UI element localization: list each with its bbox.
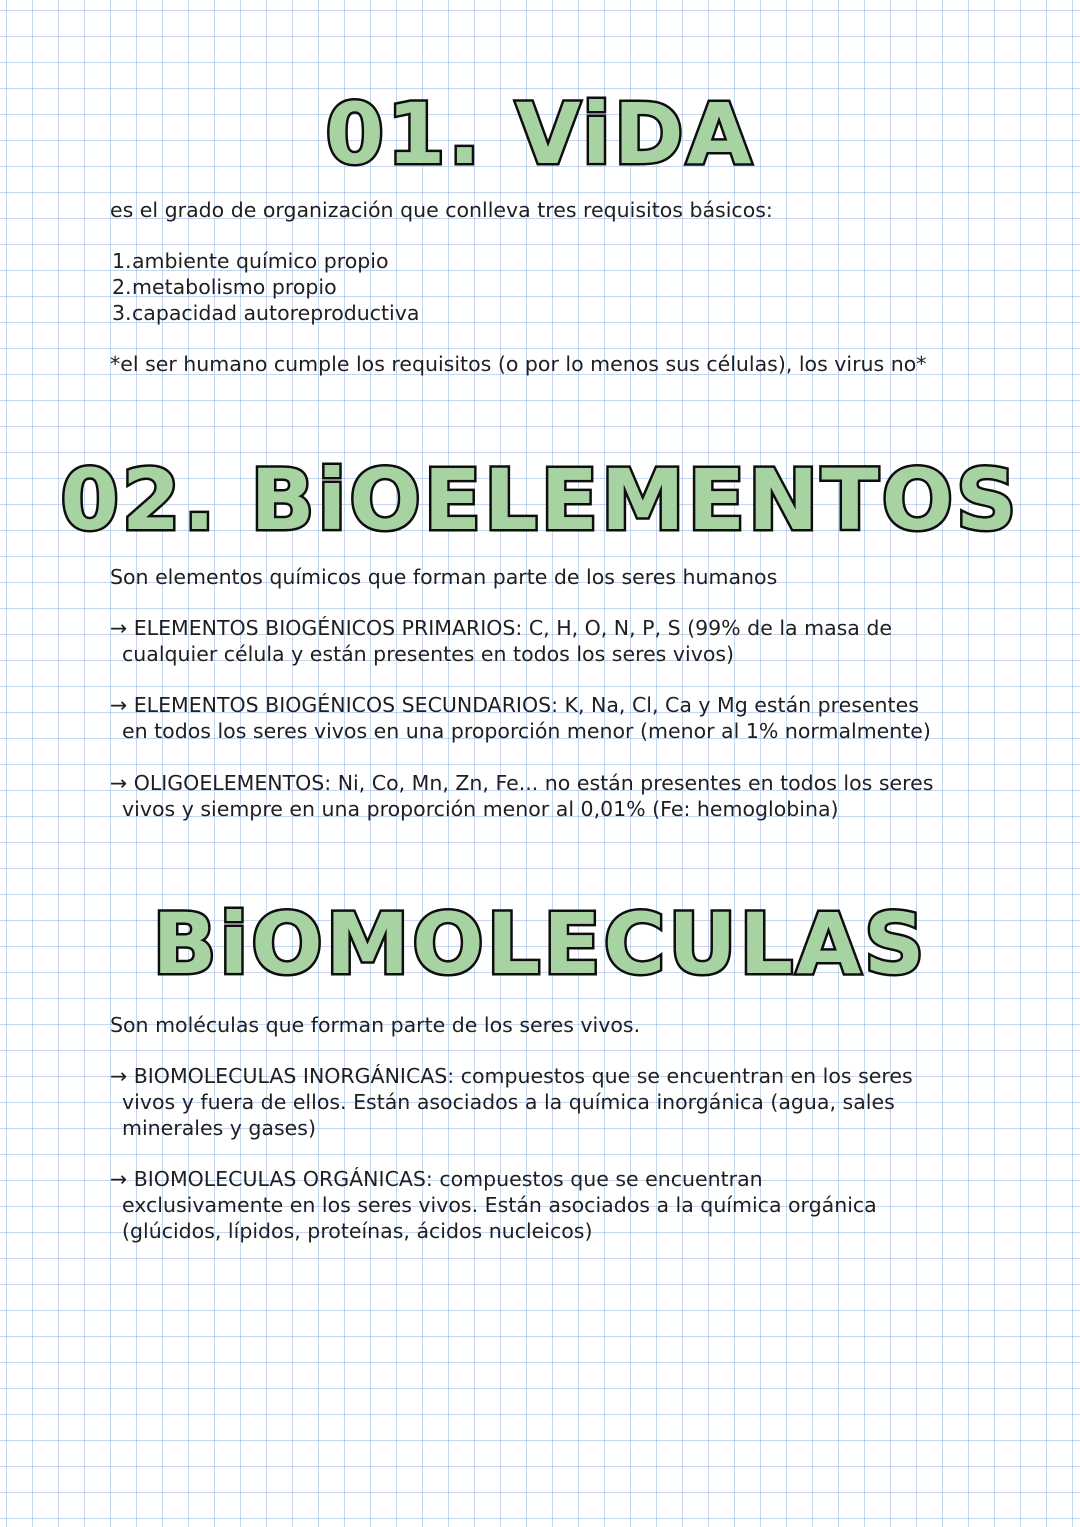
bullet-secundarios [110, 692, 931, 744]
bullet-line: vivos y siempre en una proporción menor al 0,01% (Fe: hemoglobina) [122, 797, 839, 821]
bullet-line: → ELEMENTOS BIOGÉNICOS SECUNDARIOS: K, Na, Cl, Ca y Mg están presentes [110, 693, 919, 717]
bullet-line: → BIOMOLECULAS ORGÁNICAS: compuestos que se encuentran [110, 1167, 763, 1191]
list-number: 3. [112, 301, 132, 325]
bullet-line: cualquier célula y están presentes en todos los seres vivos) [122, 642, 735, 666]
bullet-line: → BIOMOLECULAS INORGÁNICAS: compuestos que se encuentran en los seres [110, 1064, 913, 1088]
list-item-text: ambiente químico propio [132, 249, 389, 273]
list-item-text: capacidad autoreproductiva [132, 301, 420, 325]
section-title-bioelementos: 02. BiOELEMENTOS [60, 451, 1020, 549]
vida-requirements-list [112, 248, 419, 326]
list-item [112, 300, 419, 326]
list-number: 1. [112, 249, 132, 273]
list-item [112, 274, 419, 300]
bullet-line: (glúcidos, lípidos, proteínas, ácidos nucleicos) [122, 1219, 593, 1243]
bullet-line: → OLIGOELEMENTOS: Ni, Co, Mn, Zn, Fe... no están presentes en todos los seres [110, 771, 934, 795]
section-title-biomoleculas: BiOMOLECULAS [152, 895, 928, 993]
section-title-vida: 01. ViDA [325, 85, 755, 183]
list-item-text: metabolismo propio [132, 275, 337, 299]
list-number: 2. [112, 275, 132, 299]
bullet-oligoelementos [110, 770, 933, 822]
bullet-line: → ELEMENTOS BIOGÉNICOS PRIMARIOS: C, H, O, N, P, S (99% de la masa de [110, 616, 893, 640]
bullet-line: minerales y gases) [122, 1116, 316, 1140]
bullet-organicas [110, 1166, 877, 1244]
bullet-inorganicas [110, 1063, 913, 1141]
bioelementos-intro: Son elementos químicos que forman parte de los seres humanos [110, 565, 778, 589]
list-item [112, 248, 419, 274]
biomoleculas-intro: Son moléculas que forman parte de los seres vivos. [110, 1013, 641, 1037]
bullet-line: vivos y fuera de ellos. Están asociados a la química inorgánica (agua, sales [122, 1090, 895, 1114]
vida-note: *el ser humano cumple los requisitos (o por lo menos sus células), los virus no* [110, 352, 927, 376]
vida-intro: es el grado de organización que conlleva tres requisitos básicos: [110, 198, 773, 222]
bullet-line: exclusivamente en los seres vivos. Están asociados a la química orgánica [122, 1193, 877, 1217]
bullet-line: en todos los seres vivos en una proporción menor (menor al 1% normalmente) [122, 719, 931, 743]
bullet-primarios [110, 615, 892, 667]
